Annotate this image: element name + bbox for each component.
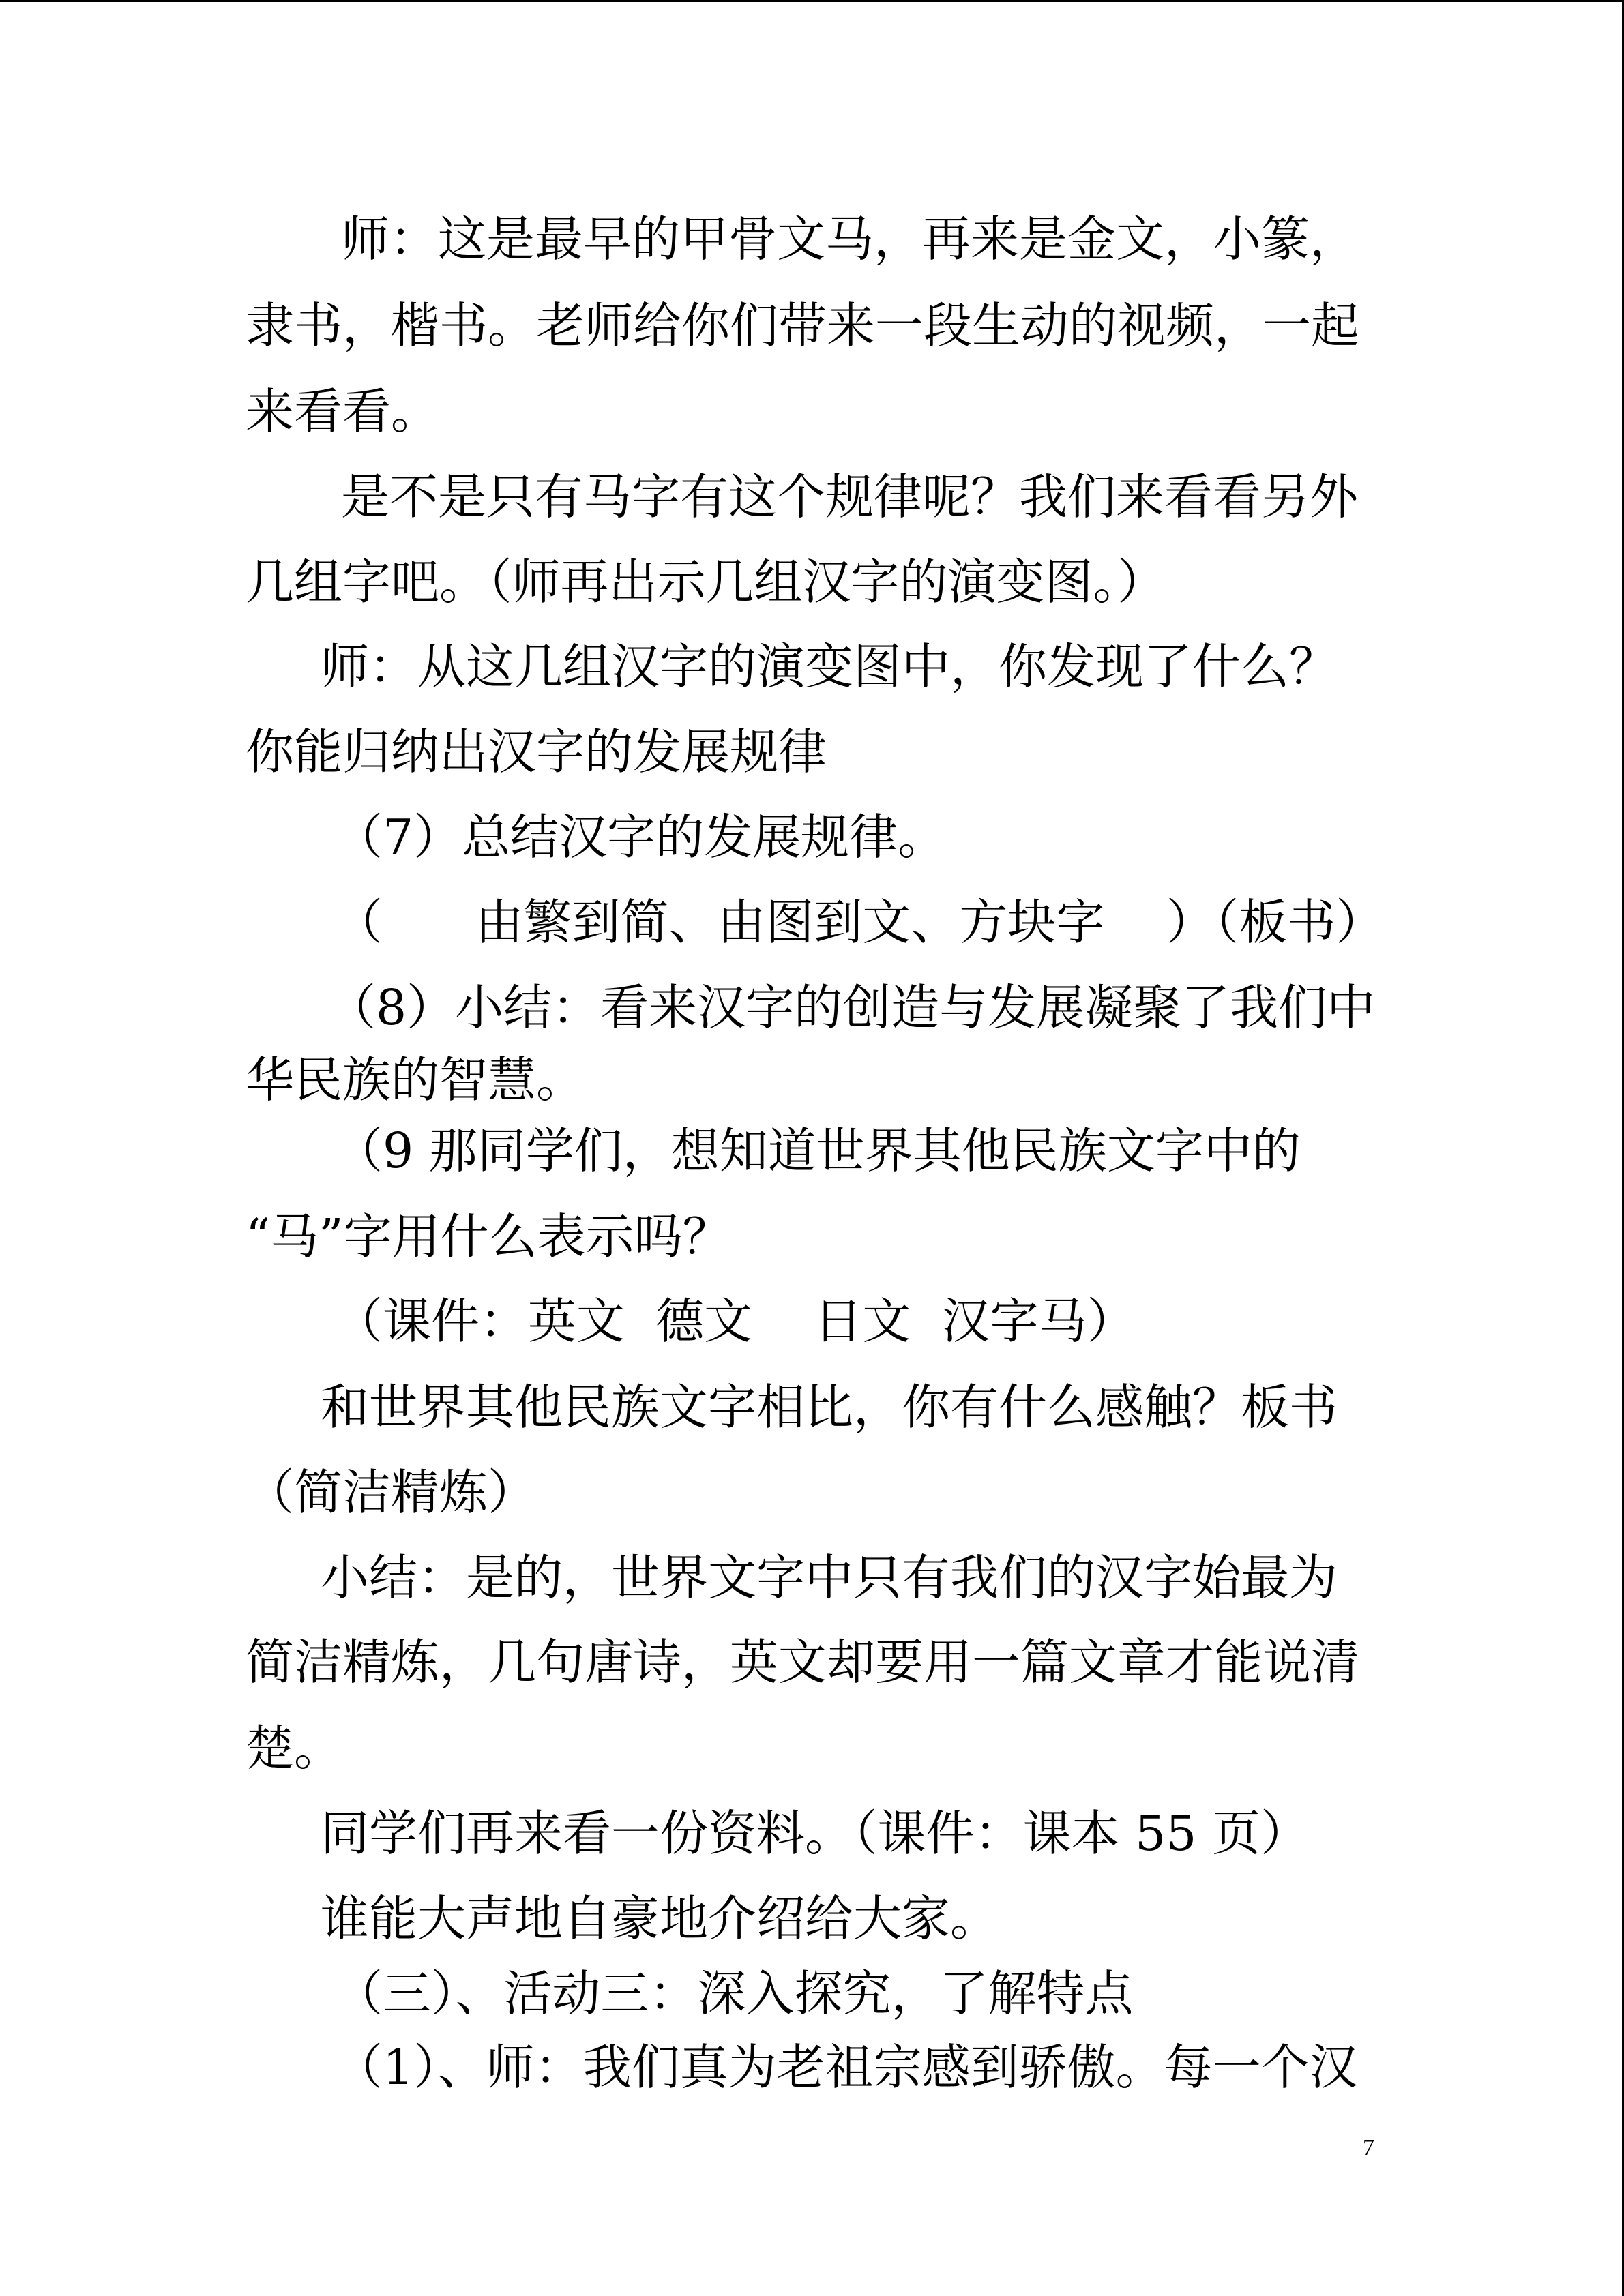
text-line-10: （8）小结：看来汉字的创造与发展凝聚了我们中 — [327, 979, 1376, 1036]
text-line-14: （课件：英文 德文 日文 汉字马） — [334, 1293, 1136, 1350]
text-line-12: （9 那同学们，想知道世界其他民族文字中的 — [334, 1122, 1301, 1179]
text-line-1: 师：这是最早的甲骨文马，再来是金文，小篆， — [341, 211, 1359, 267]
text-line-2: 隶书，楷书。老师给你们带来一段生动的视频，一起 — [246, 297, 1360, 354]
text-line-21: 谁能大声地自豪地介绍给大家。 — [321, 1890, 999, 1947]
text-line-9: （ 由繁到简、由图到文、方块字 ）（板书） — [334, 894, 1385, 951]
text-line-23: （1）、师：我们真为老祖宗感到骄傲。每一个汉 — [334, 2039, 1358, 2096]
text-line-18: 简洁精炼，几句唐诗，英文却要用一篇文章才能说清 — [246, 1634, 1360, 1690]
text-line-13: “马”字用什么表示吗？ — [246, 1208, 731, 1265]
page-number: 7 — [1363, 2135, 1374, 2160]
text-line-7: 你能归纳出汉字的发展规律 — [246, 724, 827, 780]
text-line-6: 师：从这几组汉字的演变图中，你发现了什么？ — [321, 638, 1338, 695]
text-line-20: 同学们再来看一份资料。（课件：课本 55 页） — [321, 1805, 1309, 1862]
text-line-5: 几组字吧。（师再出示几组汉字的演变图。） — [246, 554, 1166, 610]
text-line-3: 来看看。 — [246, 383, 440, 440]
text-line-15: 和世界其他民族文字相比，你有什么感触？板书 — [321, 1379, 1338, 1435]
text-line-11: 华民族的智慧。 — [246, 1052, 585, 1108]
text-line-19: 楚。 — [246, 1720, 343, 1776]
text-line-22: （三）、活动三：深入探究，了解特点 — [334, 1965, 1134, 2022]
text-line-16: （简洁精炼） — [246, 1464, 537, 1521]
text-line-8: （7）总结汉字的发展规律。 — [334, 809, 947, 865]
text-line-17: 小结：是的，世界文字中只有我们的汉字始最为 — [321, 1549, 1338, 1606]
text-line-4: 是不是只有马字有这个规律呢？我们来看看另外 — [341, 468, 1359, 525]
